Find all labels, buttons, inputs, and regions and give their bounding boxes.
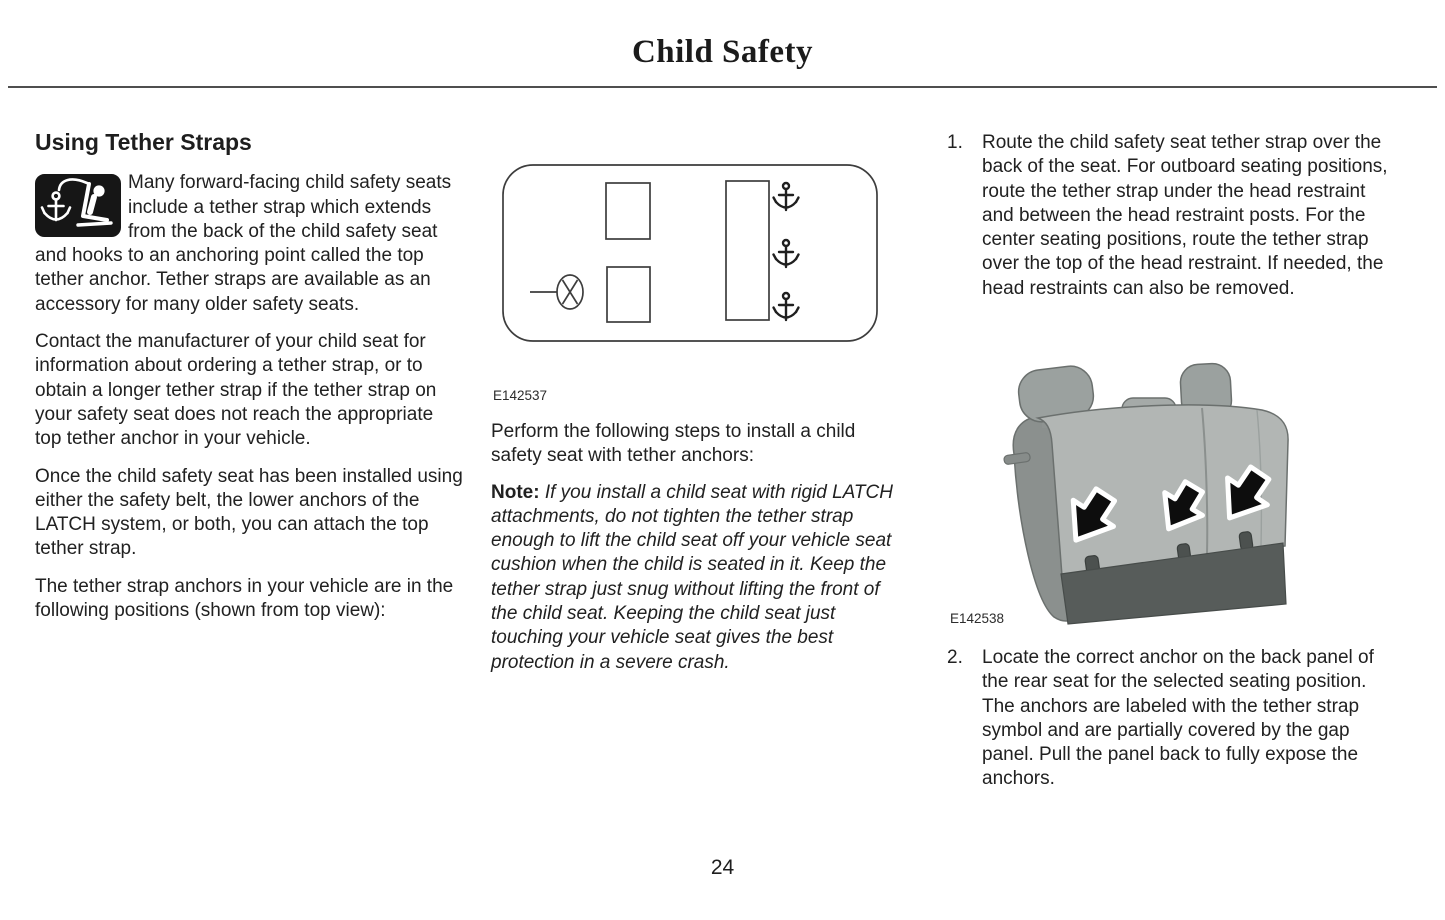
driver-seat (607, 267, 650, 322)
figure-label: E142538 (950, 611, 1005, 626)
paragraph-tether-intro (35, 171, 464, 317)
top-view-anchor-diagram (500, 162, 880, 349)
page-title: Child Safety (631, 34, 814, 70)
section-heading: Using Tether Straps (35, 129, 252, 155)
page-number: 24 (710, 856, 735, 879)
step-number: 1. (947, 132, 963, 153)
child-seat-tether-anchor-icon (35, 174, 121, 237)
paragraph-perform-steps: Perform the following steps to install a child safety seat with tether anchors: (491, 421, 856, 467)
step-2 (947, 646, 1396, 792)
paragraph-anchor-positions: The tether strap anchors in your vehicle are in the following positions (shown from top view): (35, 575, 454, 622)
note-text: If you install a child seat with rigid LATCH attachments, do not tighten the tether strap enough to lift the child seat off your vehicle seat cushion when the child is seated in it. Keep the tether strap just snug without lifting the front of the child seat. Keeping the child seat just touching your vehicle seat gives the best protection in a severe crash. (491, 481, 893, 673)
step-1 (947, 131, 1394, 301)
middle-column (491, 420, 910, 687)
title-divider (8, 86, 1437, 88)
step-text: Route the child safety seat tether strap over the back of the seat. For outboard seating positions, route the tether strap under the head restraint and between the head restraint posts. For the center seating positions, route the tether strap over the top of the head restraint. If needed, the head restraints can also be removed. (982, 132, 1388, 299)
paragraph-once-installed: Once the child safety seat has been installed using either the safety belt, the lower anchors of the LATCH system, or both, you can attach the top tether strap. (35, 465, 463, 560)
note-label: Note: (491, 481, 540, 503)
front-passenger-seat (606, 183, 650, 239)
step-number: 2. (947, 647, 963, 668)
vehicle-outline (503, 165, 877, 341)
rear-seat-anchor-illustration (1002, 362, 1294, 633)
paragraph-contact-manufacturer: Contact the manufacturer of your child seat for information about ordering a tether strap, or to obtain a longer tether strap if the tether strap on your safety seat does not reach the appropriate top tether anchor in your vehicle. (35, 331, 437, 450)
left-column (35, 130, 464, 636)
step-text: Locate the correct anchor on the back panel of the rear seat for the selected seating position. The anchors are labeled with the tether strap symbol and are partially covered by the gap panel. Pull the panel back to fully expose the anchors. (982, 647, 1374, 790)
tether-anchor-symbols (774, 183, 799, 320)
note-paragraph (491, 481, 910, 675)
figure-label: E142537 (493, 388, 548, 403)
rear-bench-seat (726, 181, 769, 320)
paragraph-text: Many forward-facing child safety seats include a tether strap which extends from the back of the child safety seat and hooks to an anchoring point called the top tether anchor. Tether straps are available as an accessory for many older safety seats. (35, 172, 452, 315)
